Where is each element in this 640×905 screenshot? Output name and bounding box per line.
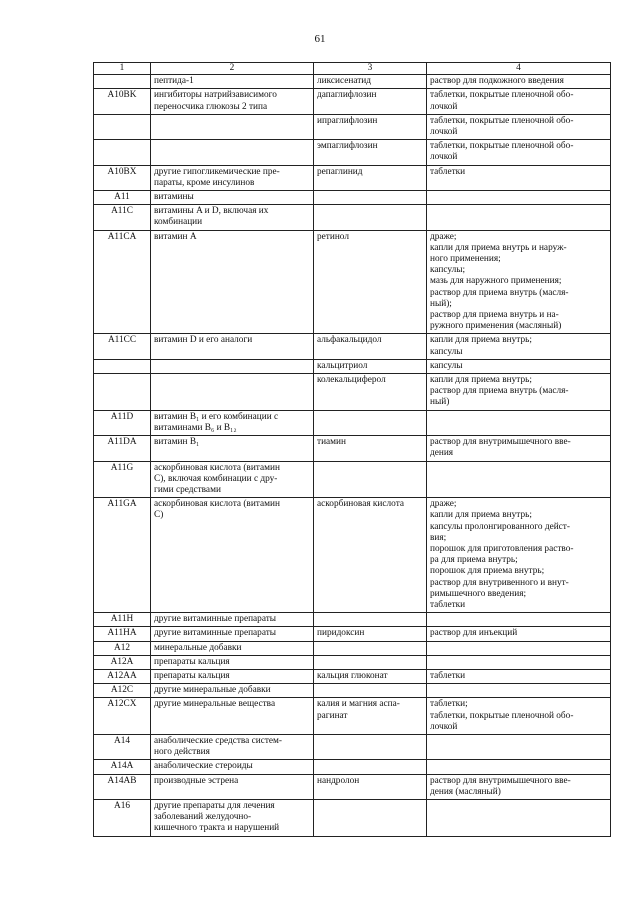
table-row [94, 684, 611, 698]
cell-line: таблетки [430, 599, 466, 610]
table-header-row [94, 63, 611, 75]
cell-line: ного применения; [430, 254, 501, 265]
cell-line: ного действия [154, 747, 210, 758]
group-cell [151, 230, 314, 334]
atc-code-cell: A11DA [94, 436, 151, 461]
dosage-form-cell [427, 627, 611, 641]
atc-code-cell: A11CC [94, 334, 151, 359]
atc-code-cell: A14A [94, 760, 151, 774]
group-cell [151, 191, 314, 205]
dosage-form-cell [427, 374, 611, 411]
table-row [94, 205, 611, 230]
group-cell [151, 774, 314, 799]
cell-line: раствор для внутривенного и внут- [430, 577, 569, 588]
atc-code-cell: A12 [94, 641, 151, 655]
drug-cell [314, 799, 427, 836]
cell-line: другие витаминные препараты [154, 628, 277, 639]
cell-line: капсулы; [430, 265, 466, 276]
cell-line: производные эстрена [154, 775, 239, 786]
cell-line: кальция глюконат [317, 670, 388, 681]
cell-line: римышечного введения; [430, 588, 527, 599]
cell-line: пиридоксин [317, 628, 365, 639]
column-header: 1 [94, 63, 151, 75]
drug-cell [314, 165, 427, 190]
dosage-form-cell [427, 410, 611, 435]
drug-cell [314, 734, 427, 759]
dosage-form-cell [427, 684, 611, 698]
group-cell [151, 669, 314, 683]
dosage-form-cell [427, 89, 611, 114]
table-row [94, 191, 611, 205]
cell-line: аскорбиновая кислота (витамин [154, 462, 280, 473]
dosage-form-cell [427, 799, 611, 836]
cell-line: таблетки; [430, 699, 468, 710]
cell-line: другие витаминные препараты [154, 614, 277, 625]
cell-line: C), включая комбинации с дру- [154, 473, 278, 484]
table-row [94, 165, 611, 190]
atc-code-cell [94, 114, 151, 139]
atc-code-cell: A10BX [94, 165, 151, 190]
cell-line: аскорбиновая кислота (витамин [154, 499, 280, 510]
group-cell [151, 165, 314, 190]
group-cell [151, 140, 314, 165]
dosage-form-cell [427, 230, 611, 334]
cell-line: порошок для приема внутрь; [430, 566, 545, 577]
group-cell [151, 734, 314, 759]
cell-line: вия; [430, 532, 447, 543]
drug-cell [314, 641, 427, 655]
atc-code-cell: A11D [94, 410, 151, 435]
group-cell [151, 461, 314, 498]
cell-line: эмпаглифлозин [317, 141, 378, 152]
cell-line: витамин B₁ [154, 437, 200, 448]
cell-line: препараты кальция [154, 656, 230, 667]
group-cell [151, 641, 314, 655]
group-cell [151, 655, 314, 669]
column-header: 4 [427, 63, 611, 75]
cell-line: раствор для внутримышечного вве- [430, 437, 571, 448]
group-cell [151, 698, 314, 735]
cell-line: витамины A и D, включая их [154, 206, 269, 217]
dosage-form-cell [427, 774, 611, 799]
cell-line: ретинол [317, 231, 349, 242]
cell-line: капсулы [430, 360, 463, 371]
cell-line: ликсисенатид [317, 76, 371, 87]
table-row [94, 498, 611, 613]
atc-code-cell: A16 [94, 799, 151, 836]
drug-cell [314, 89, 427, 114]
cell-line: рагинат [317, 710, 348, 721]
group-cell [151, 627, 314, 641]
table-row [94, 734, 611, 759]
page-number: 61 [314, 33, 326, 45]
cell-line: лочкой [430, 721, 458, 732]
cell-line: нандролон [317, 775, 360, 786]
cell-line: капли для приема внутрь и наруж- [430, 242, 567, 253]
cell-line: ра для приема внутрь; [430, 555, 518, 566]
table-row [94, 374, 611, 411]
cell-line: таблетки, покрытые пленочной обо- [430, 90, 574, 101]
drug-cell [314, 774, 427, 799]
cell-line: анаболические средства систем- [154, 735, 283, 746]
cell-line: порошок для приготовления раство- [430, 543, 574, 554]
group-cell [151, 799, 314, 836]
cell-line: ный) [430, 397, 450, 408]
drug-cell [314, 410, 427, 435]
table-row [94, 655, 611, 669]
cell-line: раствор для инъекций [430, 628, 518, 639]
cell-line: гими средствами [154, 484, 221, 495]
dosage-form-cell [427, 461, 611, 498]
drug-cell [314, 359, 427, 373]
cell-line: заболеваний желудочно- [154, 812, 252, 823]
cell-line: таблетки [430, 166, 466, 177]
cell-line: витамин B₁ и его комбинации с [154, 411, 279, 422]
dosage-form-cell [427, 436, 611, 461]
drug-cell [314, 613, 427, 627]
drug-cell [314, 684, 427, 698]
cell-line: другие минеральные добавки [154, 685, 271, 696]
cell-line: анаболические стероиды [154, 761, 253, 772]
cell-line: витаминами B₆ и B₁₂ [154, 422, 237, 433]
atc-code-cell: A14AB [94, 774, 151, 799]
group-cell [151, 760, 314, 774]
atc-code-cell: A11H [94, 613, 151, 627]
cell-line: капли для приема внутрь; [430, 335, 532, 346]
table-row [94, 669, 611, 683]
group-cell [151, 75, 314, 89]
drug-cell [314, 436, 427, 461]
atc-code-cell: A11HA [94, 627, 151, 641]
cell-line: таблетки, покрытые пленочной обо- [430, 115, 574, 126]
table-row [94, 230, 611, 334]
cell-line: драже; [430, 231, 457, 242]
cell-line: другие гипогликемические пре- [154, 166, 280, 177]
atc-code-cell [94, 359, 151, 373]
dosage-form-cell [427, 613, 611, 627]
drug-cell [314, 698, 427, 735]
group-cell [151, 684, 314, 698]
table-row [94, 436, 611, 461]
cell-line: альфакальцидол [317, 335, 382, 346]
table-row [94, 760, 611, 774]
atc-code-cell: A11GA [94, 498, 151, 613]
cell-line: капли для приема внутрь; [430, 510, 532, 521]
dosage-form-cell [427, 75, 611, 89]
cell-line: раствор для подкожного введения [430, 76, 564, 87]
cell-line: параты, кроме инсулинов [154, 177, 255, 188]
atc-code-cell: A14 [94, 734, 151, 759]
drug-cell [314, 140, 427, 165]
drug-cell [314, 655, 427, 669]
cell-line: калия и магния аспа- [317, 699, 400, 710]
group-cell [151, 374, 314, 411]
table-row [94, 641, 611, 655]
cell-line: витамин D и его аналоги [154, 335, 253, 346]
cell-line: лочкой [430, 152, 458, 163]
drug-cell [314, 205, 427, 230]
cell-line: раствор для внутримышечного вве- [430, 775, 571, 786]
dosage-form-cell [427, 641, 611, 655]
group-cell [151, 410, 314, 435]
cell-line: колекальциферол [317, 375, 386, 386]
cell-line: ный); [430, 298, 452, 309]
group-cell [151, 205, 314, 230]
drug-cell [314, 191, 427, 205]
cell-line: кальцитриол [317, 360, 368, 371]
atc-code-cell: A11C [94, 205, 151, 230]
cell-line: другие минеральные вещества [154, 699, 276, 710]
drug-cell [314, 230, 427, 334]
dosage-form-cell [427, 114, 611, 139]
cell-line: комбинации [154, 217, 203, 228]
dosage-form-cell [427, 760, 611, 774]
drug-cell [314, 114, 427, 139]
cell-line: переносчика глюкозы 2 типа [154, 101, 268, 112]
drug-cell [314, 669, 427, 683]
atc-code-cell: A11CA [94, 230, 151, 334]
group-cell [151, 334, 314, 359]
dosage-form-cell [427, 165, 611, 190]
cell-line: минеральные добавки [154, 642, 242, 653]
cell-line: кишечного тракта и нарушений [154, 823, 280, 834]
cell-line: драже; [430, 499, 457, 510]
cell-line: капсулы [430, 346, 463, 357]
cell-line: дения [430, 448, 454, 459]
cell-line: дения (масляный) [430, 786, 501, 797]
cell-line: лочкой [430, 101, 458, 112]
table-row [94, 461, 611, 498]
dosage-form-cell [427, 334, 611, 359]
atc-code-cell: A12A [94, 655, 151, 669]
dosage-form-cell [427, 205, 611, 230]
dosage-form-cell [427, 669, 611, 683]
cell-line: витамин A [154, 231, 197, 242]
atc-code-cell: A12C [94, 684, 151, 698]
drug-cell [314, 498, 427, 613]
atc-code-cell: A11 [94, 191, 151, 205]
cell-line: репаглинид [317, 166, 363, 177]
cell-line: мазь для наружного применения; [430, 276, 562, 287]
cell-line: таблетки, покрытые пленочной обо- [430, 141, 574, 152]
cell-line: дапаглифлозин [317, 90, 377, 101]
table-row [94, 613, 611, 627]
dosage-form-cell [427, 359, 611, 373]
table-row [94, 627, 611, 641]
cell-line: таблетки, покрытые пленочной обо- [430, 710, 574, 721]
atc-code-cell [94, 75, 151, 89]
atc-code-cell: A12AA [94, 669, 151, 683]
dosage-form-cell [427, 140, 611, 165]
cell-line: аскорбиновая кислота [317, 499, 405, 510]
atc-code-cell: A10BK [94, 89, 151, 114]
table-row [94, 774, 611, 799]
dosage-form-cell [427, 655, 611, 669]
table-row [94, 698, 611, 735]
drug-cell [314, 760, 427, 774]
cell-line: ингибиторы натрийзависимого [154, 90, 277, 101]
column-header: 2 [151, 63, 314, 75]
dosage-form-cell [427, 498, 611, 613]
dosage-form-cell [427, 734, 611, 759]
cell-line: таблетки [430, 670, 466, 681]
dosage-form-cell [427, 191, 611, 205]
group-cell [151, 436, 314, 461]
table-row [94, 799, 611, 836]
cell-line: раствор для приема внутрь (масля- [430, 287, 569, 298]
atc-code-cell: A12CX [94, 698, 151, 735]
cell-line: витамины [154, 192, 194, 203]
group-cell [151, 359, 314, 373]
drug-cell [314, 461, 427, 498]
table-row [94, 75, 611, 89]
group-cell [151, 498, 314, 613]
group-cell [151, 114, 314, 139]
table-row [94, 114, 611, 139]
cell-line: препараты кальция [154, 670, 230, 681]
atc-code-cell [94, 140, 151, 165]
cell-line: ружного применения (масляный) [430, 321, 562, 332]
cell-line: лочкой [430, 127, 458, 138]
cell-line: тиамин [317, 437, 346, 448]
table-row [94, 89, 611, 114]
atc-code-cell [94, 374, 151, 411]
atc-code-cell: A11G [94, 461, 151, 498]
table-row [94, 334, 611, 359]
cell-line: капсулы пролонгированного дейст- [430, 521, 570, 532]
table-row [94, 410, 611, 435]
column-header: 3 [314, 63, 427, 75]
drug-cell [314, 75, 427, 89]
cell-line: C) [154, 510, 164, 521]
group-cell [151, 89, 314, 114]
cell-line: ипраглифлозин [317, 115, 378, 126]
table-row [94, 140, 611, 165]
dosage-form-cell [427, 698, 611, 735]
drug-cell [314, 627, 427, 641]
cell-line: раствор для приема внутрь (масля- [430, 386, 569, 397]
cell-line: капли для приема внутрь; [430, 375, 532, 386]
medication-table [93, 62, 611, 837]
table-row [94, 359, 611, 373]
cell-line: раствор для приема внутрь и на- [430, 310, 559, 321]
drug-cell [314, 374, 427, 411]
group-cell [151, 613, 314, 627]
cell-line: пептида-1 [154, 76, 194, 87]
cell-line: другие препараты для лечения [154, 800, 275, 811]
drug-cell [314, 334, 427, 359]
